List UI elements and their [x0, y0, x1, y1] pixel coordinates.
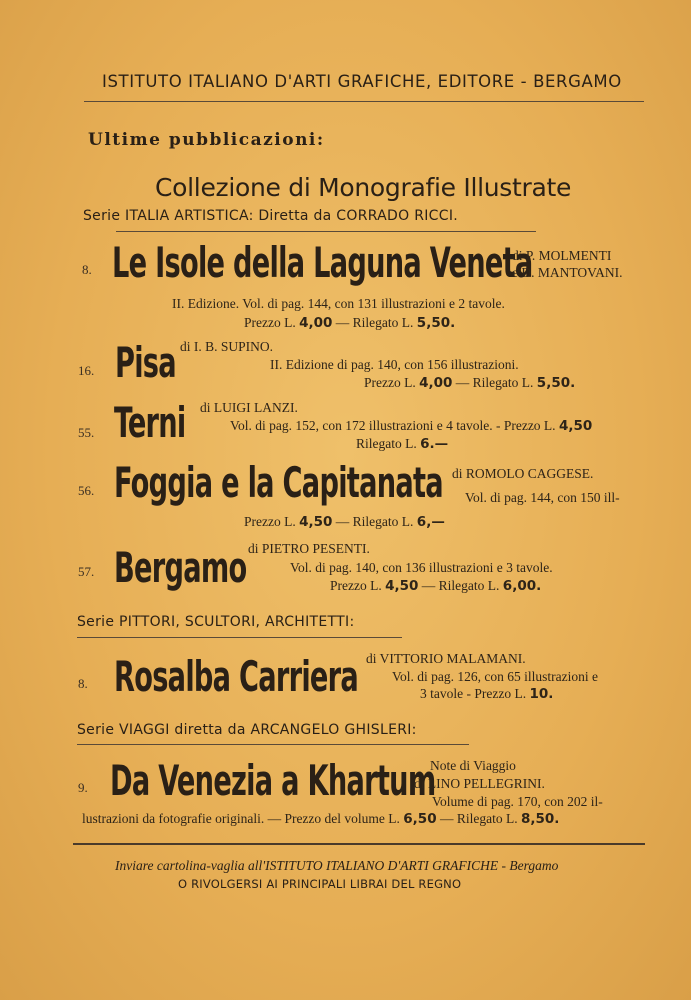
- book-price: Prezzo L. 4,50 — Rilegato L. 6,00.: [330, 578, 542, 594]
- serie-italia-artistica: Serie ITALIA ARTISTICA: Diretta da CORRADO RICCI.: [83, 208, 458, 224]
- book-title: Le Isole della Laguna Veneta: [112, 238, 533, 287]
- book-description: Vol. di pag. 144, con 150 ill-: [465, 490, 620, 505]
- book-description: II. Edizione di pag. 140, con 156 illustrazioni.: [270, 357, 519, 372]
- book-number: 8.: [78, 676, 88, 691]
- book-price: Prezzo L. 4,50 — Rilegato L. 6,—: [244, 514, 445, 530]
- book-title: Pisa: [115, 338, 176, 387]
- book-author: di ROMOLO CAGGESE.: [452, 466, 594, 481]
- book-number: 16.: [78, 363, 95, 378]
- book-number: 55.: [78, 425, 95, 440]
- book-price: Rilegato L. 6.—: [356, 436, 449, 452]
- book-author: di VITTORIO MALAMANI.: [366, 651, 526, 666]
- book-price: lustrazioni da fotografie originali. — Prezzo del volume L. 6,50 — Rilegato L. 8,50.: [82, 811, 560, 827]
- book-author: di LINO PELLEGRINI.: [414, 776, 545, 791]
- book-price: Prezzo L. 4,00 — Rilegato L. 5,50.: [364, 375, 576, 391]
- book-author-note: Note di Viaggio: [430, 758, 516, 773]
- footer-booksellers: O RIVOLGERSI AI PRINCIPALI LIBRAI DEL REGNO: [178, 877, 462, 891]
- book-author: e D. MANTOVANI.: [512, 265, 623, 280]
- book-price: 3 tavole - Prezzo L. 10.: [420, 686, 554, 702]
- book-number: 9.: [78, 780, 88, 795]
- book-number: 8.: [82, 262, 92, 277]
- footer-order-info: Inviare cartolina-vaglia all'ISTITUTO ITALIANO D'ARTI GRAFICHE - Bergamo: [115, 858, 559, 873]
- latest-publications-heading: Ultime pubblicazioni:: [88, 130, 325, 150]
- serie3-rule: [77, 744, 469, 745]
- publisher-header: ISTITUTO ITALIANO D'ARTI GRAFICHE, EDITORE - BERGAMO: [102, 72, 622, 91]
- book-author: di PIETRO PESENTI.: [248, 541, 370, 556]
- book-title: Terni: [114, 398, 186, 447]
- book-title: Foggia e la Capitanata: [114, 458, 443, 507]
- book-description: II. Edizione. Vol. di pag. 144, con 131 illustrazioni e 2 tavole.: [172, 296, 505, 311]
- book-author: di I. B. SUPINO.: [180, 339, 274, 354]
- book-number: 57.: [78, 564, 95, 579]
- header-rule: [84, 101, 644, 102]
- book-number: 56.: [78, 483, 95, 498]
- book-author: di LUIGI LANZI.: [200, 400, 298, 415]
- serie-pittori: Serie PITTORI, SCULTORI, ARCHITETTI:: [77, 614, 355, 630]
- book-title: Rosalba Carriera: [114, 652, 359, 701]
- serie1-rule: [116, 231, 536, 232]
- book-title: Da Venezia a Khartum: [110, 756, 436, 805]
- book-description: Vol. di pag. 140, con 136 illustrazioni e 3 tavole.: [290, 560, 553, 575]
- book-description: Volume di pag. 170, con 202 il-: [432, 794, 603, 809]
- book-description: Vol. di pag. 152, con 172 illustrazioni e 4 tavole. - Prezzo L. 4,50: [230, 418, 593, 434]
- book-title: Bergamo: [114, 543, 247, 592]
- serie2-rule: [77, 637, 402, 638]
- book-price: Prezzo L. 4,00 — Rilegato L. 5,50.: [244, 315, 456, 331]
- book-author: di P. MOLMENTI: [512, 248, 612, 263]
- book-description: Vol. di pag. 126, con 65 illustrazioni e: [392, 669, 598, 684]
- serie-viaggi: Serie VIAGGI diretta da ARCANGELO GHISLERI:: [77, 722, 417, 738]
- footer-rule: [73, 843, 645, 845]
- collection-title: Collezione di Monografie Illustrate: [155, 173, 572, 202]
